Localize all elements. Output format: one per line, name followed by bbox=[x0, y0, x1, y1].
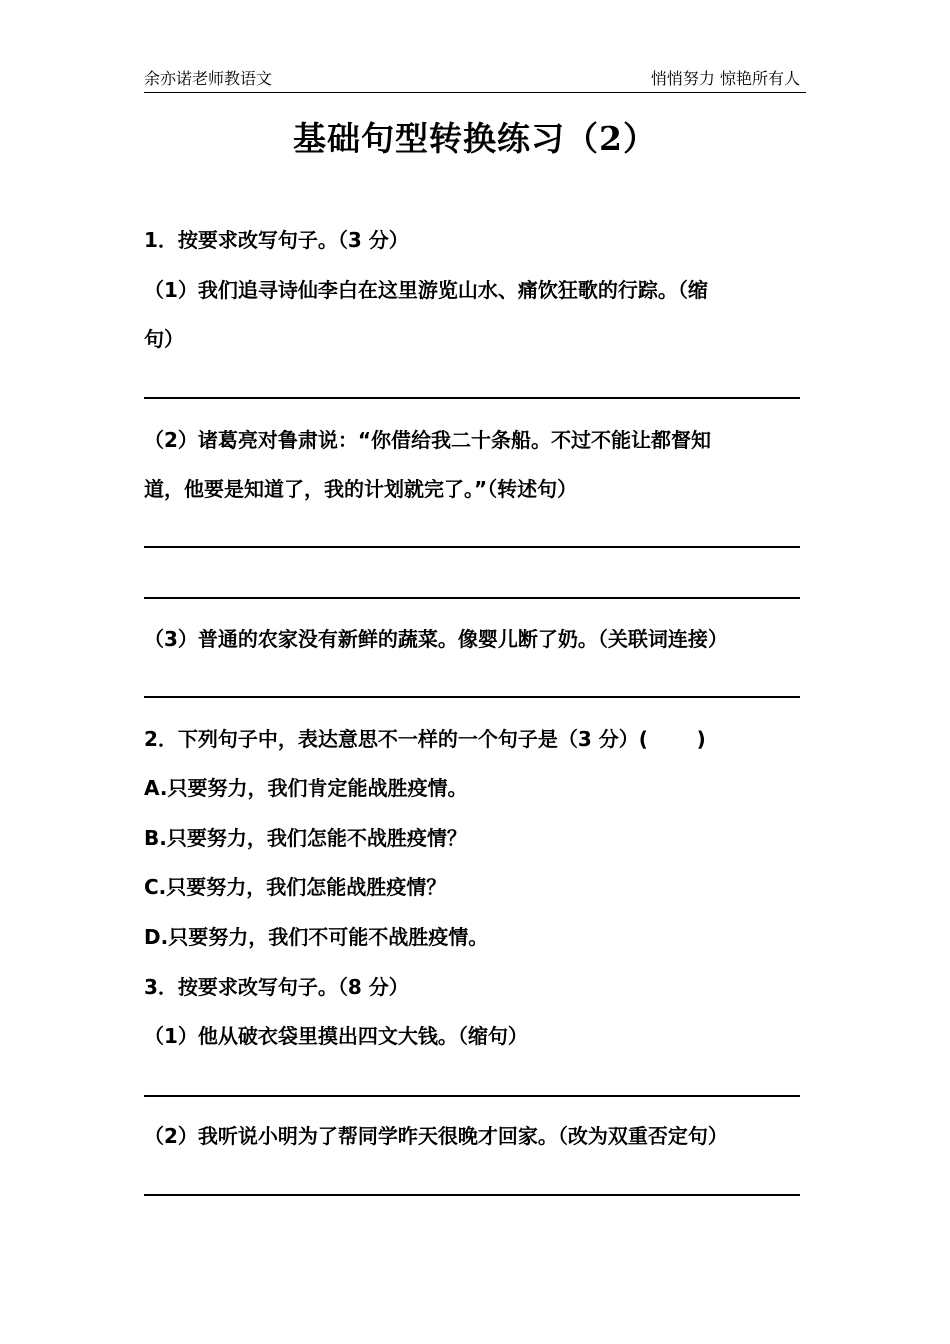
page-title: 基础句型转换练习（2） bbox=[293, 119, 657, 158]
header-right-text: 悄悄努力 惊艳所有人 bbox=[650, 69, 800, 88]
question-2-option-b[interactable]: B.只要努力，我们怎能不战胜疫情？ bbox=[144, 826, 467, 850]
header-left-text: 余亦诺老师教语文 bbox=[144, 69, 273, 88]
question-3-item-1: （1）他从破衣袋里摸出四文大钱。（缩句） bbox=[144, 1024, 528, 1048]
question-2-option-c[interactable]: C.只要努力，我们怎能战胜疫情？ bbox=[144, 875, 447, 899]
question-1-item-2-line-1: （2）诸葛亮对鲁肃说：“你借给我二十条船。不过不能让都督知 bbox=[144, 428, 712, 452]
answer-blank-1-1[interactable] bbox=[144, 397, 800, 399]
question-1-item-3: （3）普通的农家没有新鲜的蔬菜。像婴儿断了奶。（关联词连接） bbox=[144, 627, 728, 651]
answer-blank-3-2[interactable] bbox=[144, 1194, 800, 1196]
question-2-option-a[interactable]: A.只要努力，我们肯定能战胜疫情。 bbox=[144, 776, 468, 800]
question-3-item-2: （2）我听说小明为了帮同学昨天很晚才回家。（改为双重否定句） bbox=[144, 1124, 728, 1148]
answer-blank-3-1[interactable] bbox=[144, 1095, 800, 1097]
question-3-heading: 3．按要求改写句子。（8 分） bbox=[144, 975, 409, 999]
question-1-item-2-line-2: 道，他要是知道了，我的计划就完了。”（转述句） bbox=[144, 477, 578, 501]
question-1-item-1-line-2: 句） bbox=[144, 327, 184, 351]
question-2-option-d[interactable]: D.只要努力，我们不可能不战胜疫情。 bbox=[144, 925, 489, 949]
answer-blank-1-2a[interactable] bbox=[144, 546, 800, 548]
question-1-item-1-line-1: （1）我们追寻诗仙李白在这里游览山水、痛饮狂歌的行踪。（缩 bbox=[144, 278, 708, 302]
question-2-heading: 2．下列句子中，表达意思不一样的一个句子是（3 分）( ) bbox=[144, 727, 706, 751]
answer-blank-1-2b[interactable] bbox=[144, 597, 800, 599]
page-header bbox=[144, 68, 806, 93]
question-1-heading: 1．按要求改写句子。（3 分） bbox=[144, 228, 409, 252]
answer-blank-1-3[interactable] bbox=[144, 696, 800, 698]
